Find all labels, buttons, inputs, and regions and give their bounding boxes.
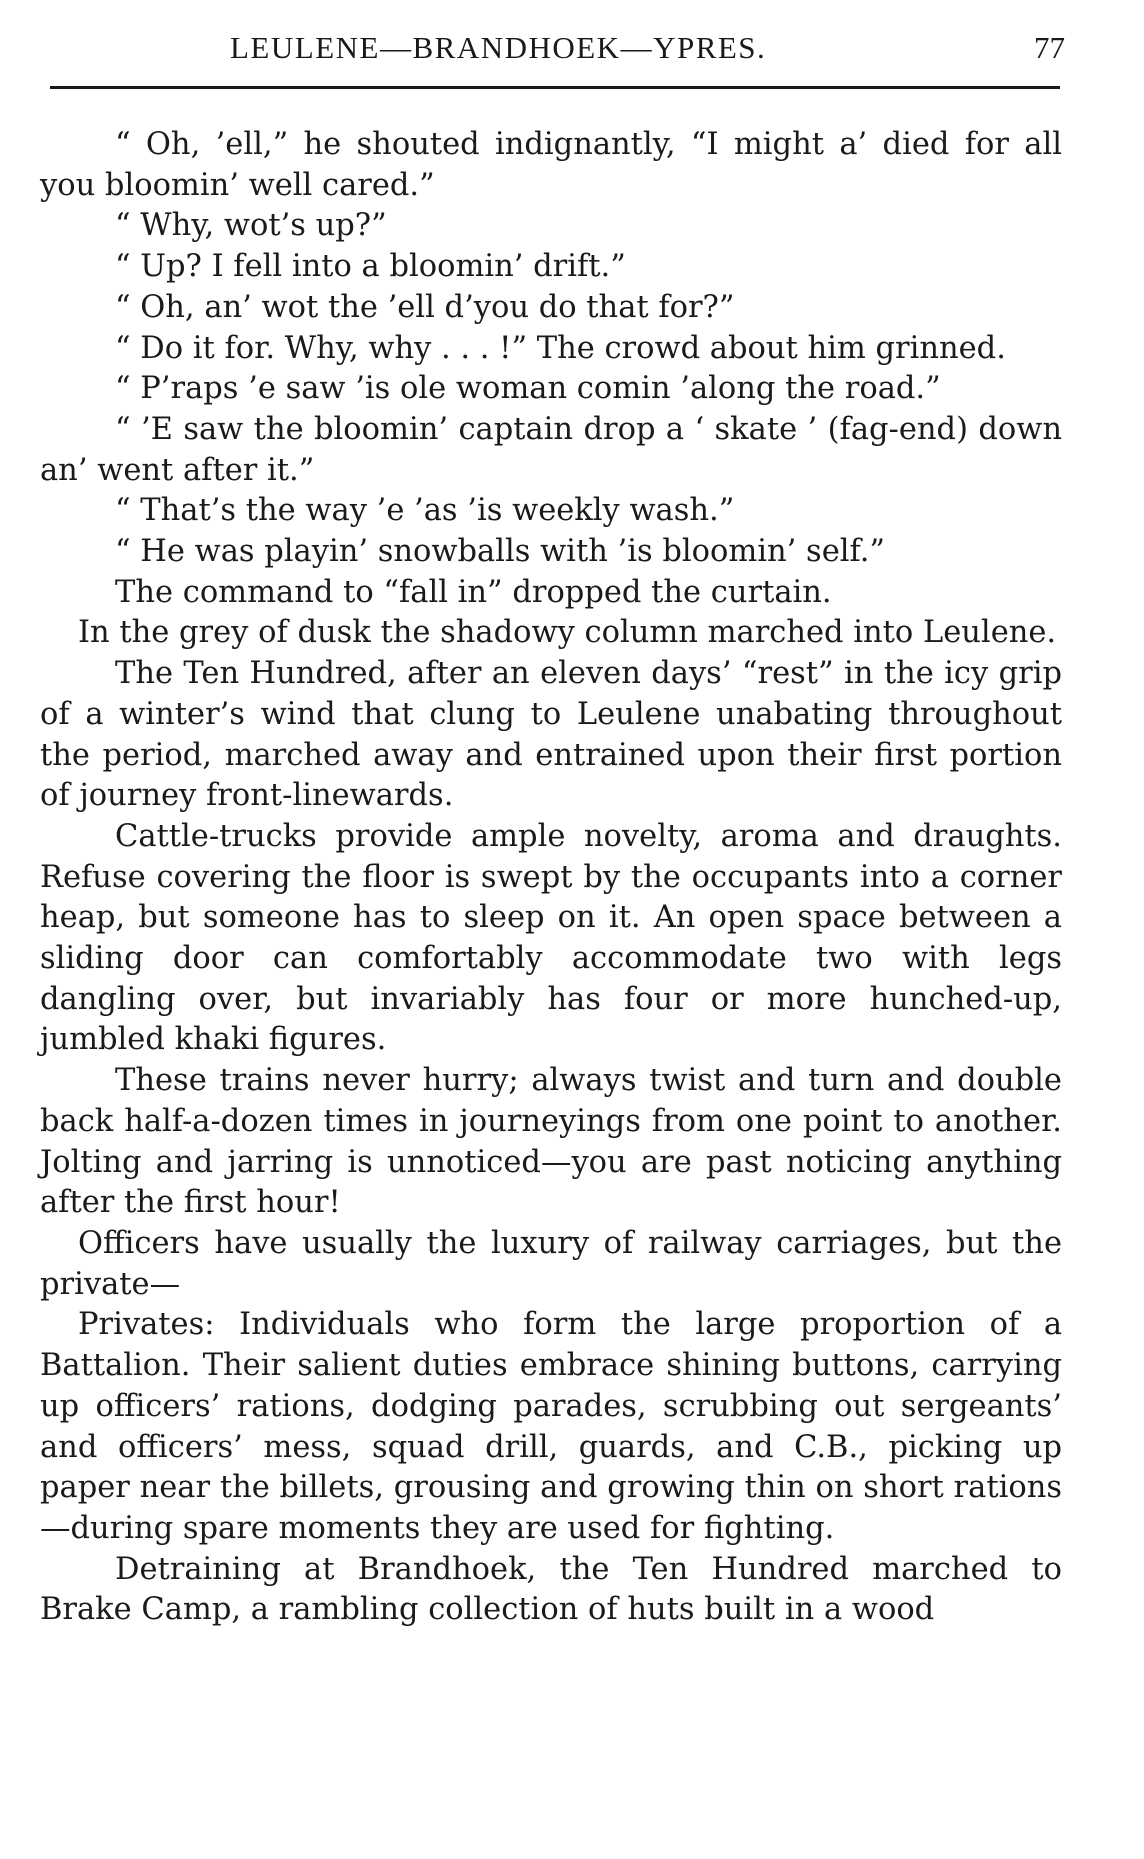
paragraph: “ Oh, ’ell,” he shouted indignantly, “I might a’ died for all you bloomin’ well cared.” [40, 127, 1062, 203]
paragraph: “ Why, wot’s up?” [115, 208, 387, 244]
paragraph: “ That’s the way ’e ’as ’is weekly wash.” [115, 493, 735, 529]
paragraph: Detraining at Brandhoek, the Ten Hundred marched to Brake Camp, a rambling collection of huts built in a wood [40, 1551, 1062, 1628]
paragraph: In the grey of dusk the shadowy column marched into Leulene. [78, 615, 1057, 651]
running-head: LEULENE—BRANDHOEK—YPRES. [230, 30, 767, 65]
paragraph: These trains never hurry; always twist and turn and double back half-a-dozen times in journeyings from one point to another. Jolting and jarring is unnoticed—you are past noticing anything after the first hour! [40, 1063, 1062, 1221]
page-header [45, 30, 1065, 80]
paragraph: “ Up? I fell into a bloomin’ drift.” [115, 249, 626, 285]
header-rule [50, 86, 1060, 89]
paragraph: “ Do it for. Why, why . . . !” The crowd about him grinned. [115, 330, 1006, 366]
paragraph: Privates: Individuals who form the large proportion of a Battalion. Their salient duties embrace shining buttons, carrying up officers’ rations, dodging parades, scrubbing out sergeants’ and officers’ mess, squad drill, guards, and C.B., picking up paper near the billets, grousing and growing thin on short rations—during spare moments they are used for fighting. [40, 1307, 1062, 1546]
paragraph: The Ten Hundred, after an eleven days’ “rest” in the icy grip of a winter’s wind that clung to Leulene unabating throughout the period, marched away and entrained upon their first portion of journey front-linewards. [40, 656, 1062, 814]
page-number: 77 [1034, 30, 1065, 65]
paragraph: Officers have usually the luxury of railway carriages, but the private— [40, 1225, 1062, 1302]
paragraph: The command to “fall in” dropped the curtain. [115, 574, 832, 610]
paragraph: Cattle-trucks provide ample novelty, aroma and draughts. Refuse covering the floor is swept by the occupants into a corner heap, but someone has to sleep on it. An open space between a sliding door can comfortably accommodate two with legs dangling over, but invariably has four or more hunched-up, jumbled khaki figures. [40, 818, 1062, 1058]
paragraph: “ ’E saw the bloomin’ captain drop a ‘ skate ’ (fag-end) down an’ went after it.” [40, 411, 1062, 488]
paragraph: “ P’raps ’e saw ’is ole woman comin ’along the road.” [115, 371, 941, 407]
paragraph: “ He was playin’ snowballs with ’is bloomin’ self.” [115, 534, 885, 570]
paragraph: “ Oh, an’ wot the ’ell d’you do that for?” [115, 289, 735, 325]
body-text [40, 125, 1062, 1631]
